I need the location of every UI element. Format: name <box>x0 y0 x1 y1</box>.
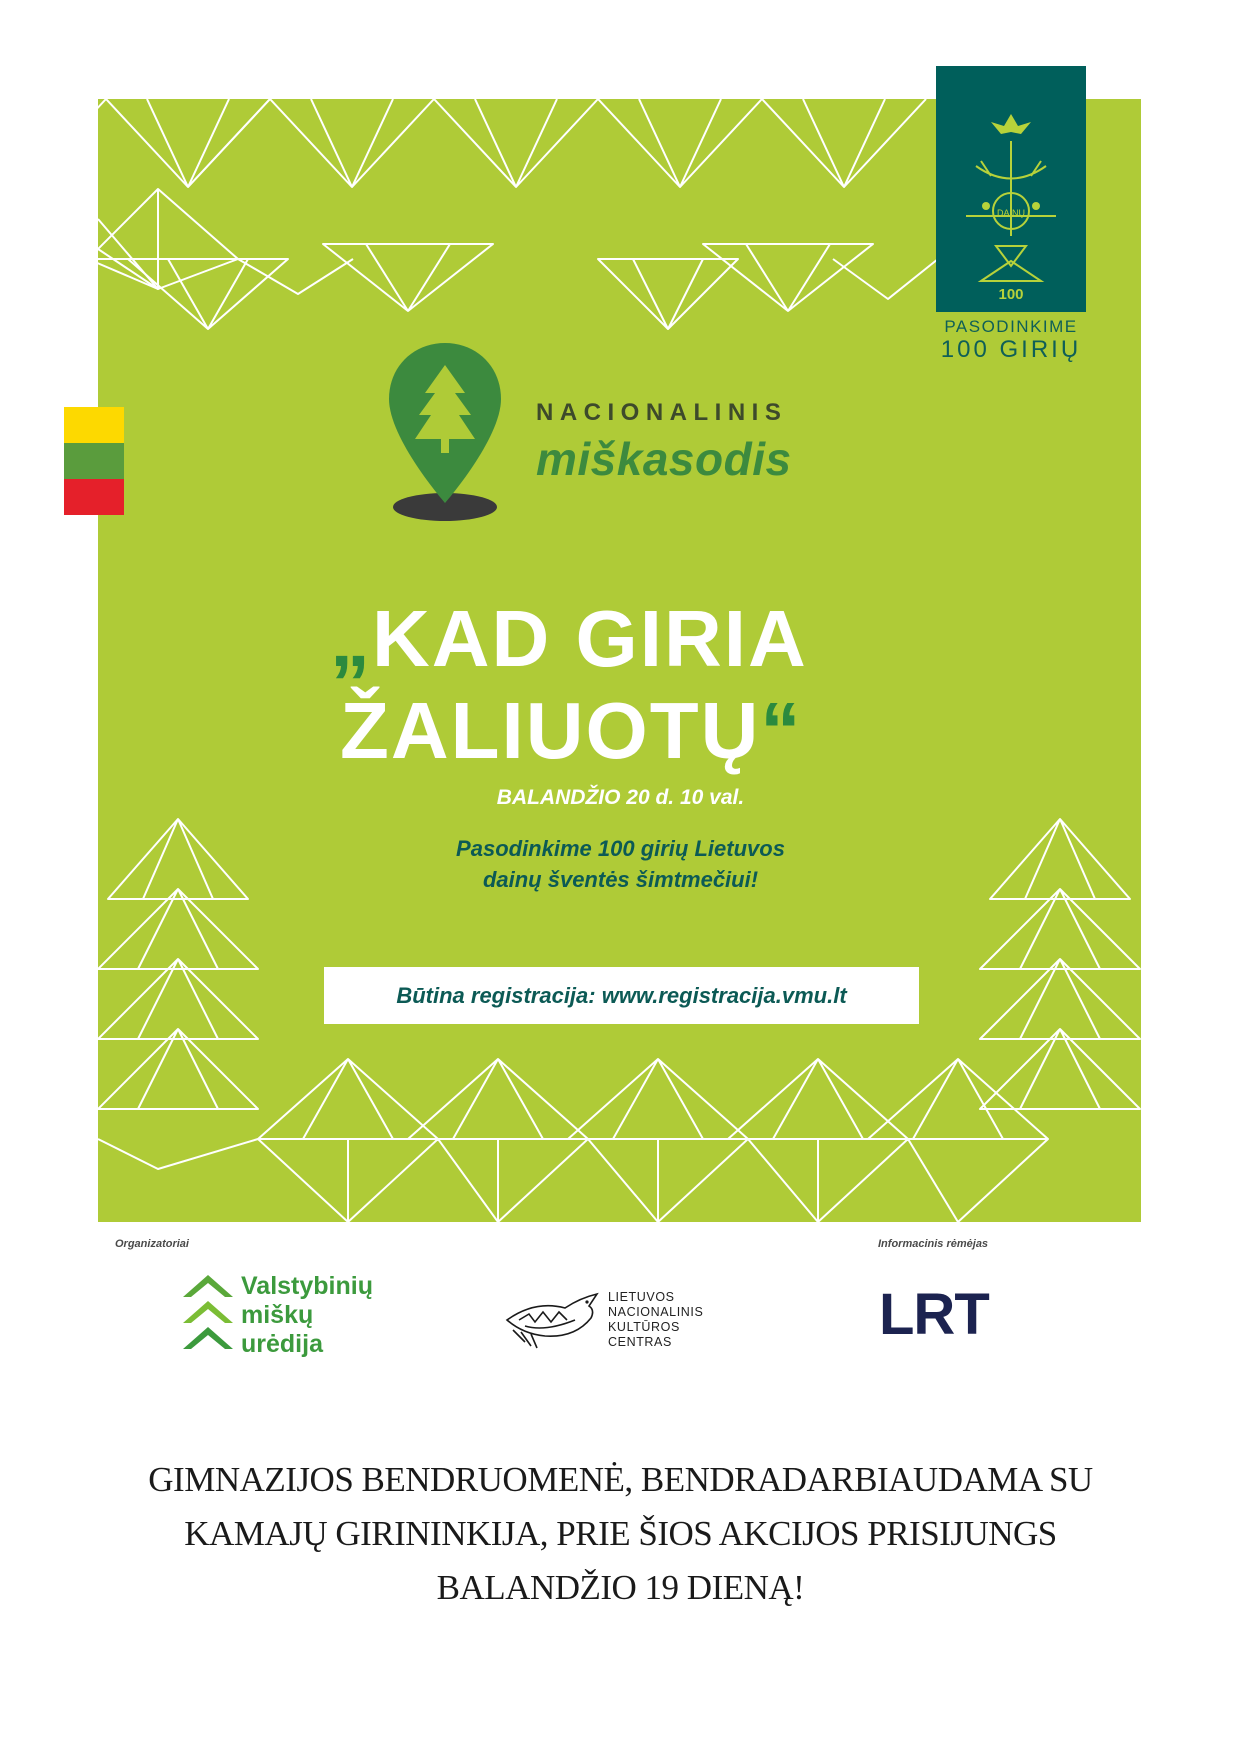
emblem-word: DAINŲ <box>996 208 1026 218</box>
vmu-logo-text <box>241 1272 373 1359</box>
lrt-logo: LRT <box>879 1282 989 1347</box>
organizers-label: Organizatoriai <box>115 1238 189 1250</box>
badge-caption <box>936 318 1086 362</box>
event-date: BALANDŽIO 20 d. 10 val. <box>496 786 745 809</box>
flag-yellow-stripe <box>64 407 124 443</box>
headline-open-quote: „ <box>330 594 372 683</box>
flag-red-stripe <box>64 479 124 515</box>
subtitle-line1: Pasodinkime 100 girių Lietuvos <box>456 836 785 861</box>
badge-line1: PASODINKIME <box>944 317 1078 336</box>
subtitle-line2: dainų šventės šimtmečiui! <box>482 867 759 892</box>
vmu-line2: miškų <box>241 1301 314 1329</box>
vmu-tree-logo-icon <box>183 1275 233 1355</box>
brand-nacionalinis: NACIONALINIS <box>536 399 788 426</box>
lnkc-line4: CENTRAS <box>608 1335 672 1349</box>
lnkc-line2: NACIONALINIS <box>608 1305 704 1319</box>
footer-line3: BALANDŽIO 19 DIENĄ! <box>436 1568 805 1607</box>
lnkc-line3: KULTŪROS <box>608 1320 680 1334</box>
headline-line2-text: ŽALIUOTŲ <box>340 686 761 775</box>
lnkc-bird-logo-icon <box>505 1290 605 1350</box>
brand-miskasodis: miškasodis <box>536 433 792 485</box>
headline-close-quote: “ <box>760 686 803 775</box>
footer-line1: GIMNAZIJOS BENDRUOMENĖ, BENDRADARBIAUDAMA SU <box>148 1460 1093 1499</box>
footer-line2: KAMAJŲ GIRININKIJA, PRIE ŠIOS AKCIJOS PRISIJUNGS <box>184 1514 1057 1553</box>
song-festival-emblem-icon <box>936 66 1086 312</box>
pasodinkime-badge <box>936 66 1086 312</box>
lnkc-logo-text <box>608 1290 703 1350</box>
info-sponsor-label: Informacinis rėmėjas <box>878 1238 989 1250</box>
map-pin-tree-icon <box>385 343 505 525</box>
registration-box[interactable] <box>324 967 919 1024</box>
vmu-line3: urėdija <box>241 1330 323 1358</box>
flag-green-stripe <box>64 443 124 479</box>
badge-line2: 100 GIRIŲ <box>940 336 1082 363</box>
registration-link[interactable]: Būtina registracija: www.registracija.vmu.lt <box>396 982 847 1008</box>
headline-line1 <box>330 594 930 683</box>
emblem-number: 100 <box>998 286 1024 303</box>
lnkc-line1: LIETUVOS <box>608 1290 675 1304</box>
headline-line1-text: KAD GIRIA <box>372 594 808 683</box>
headline-line2 <box>340 686 940 775</box>
vmu-line1: Valstybinių <box>241 1272 373 1300</box>
